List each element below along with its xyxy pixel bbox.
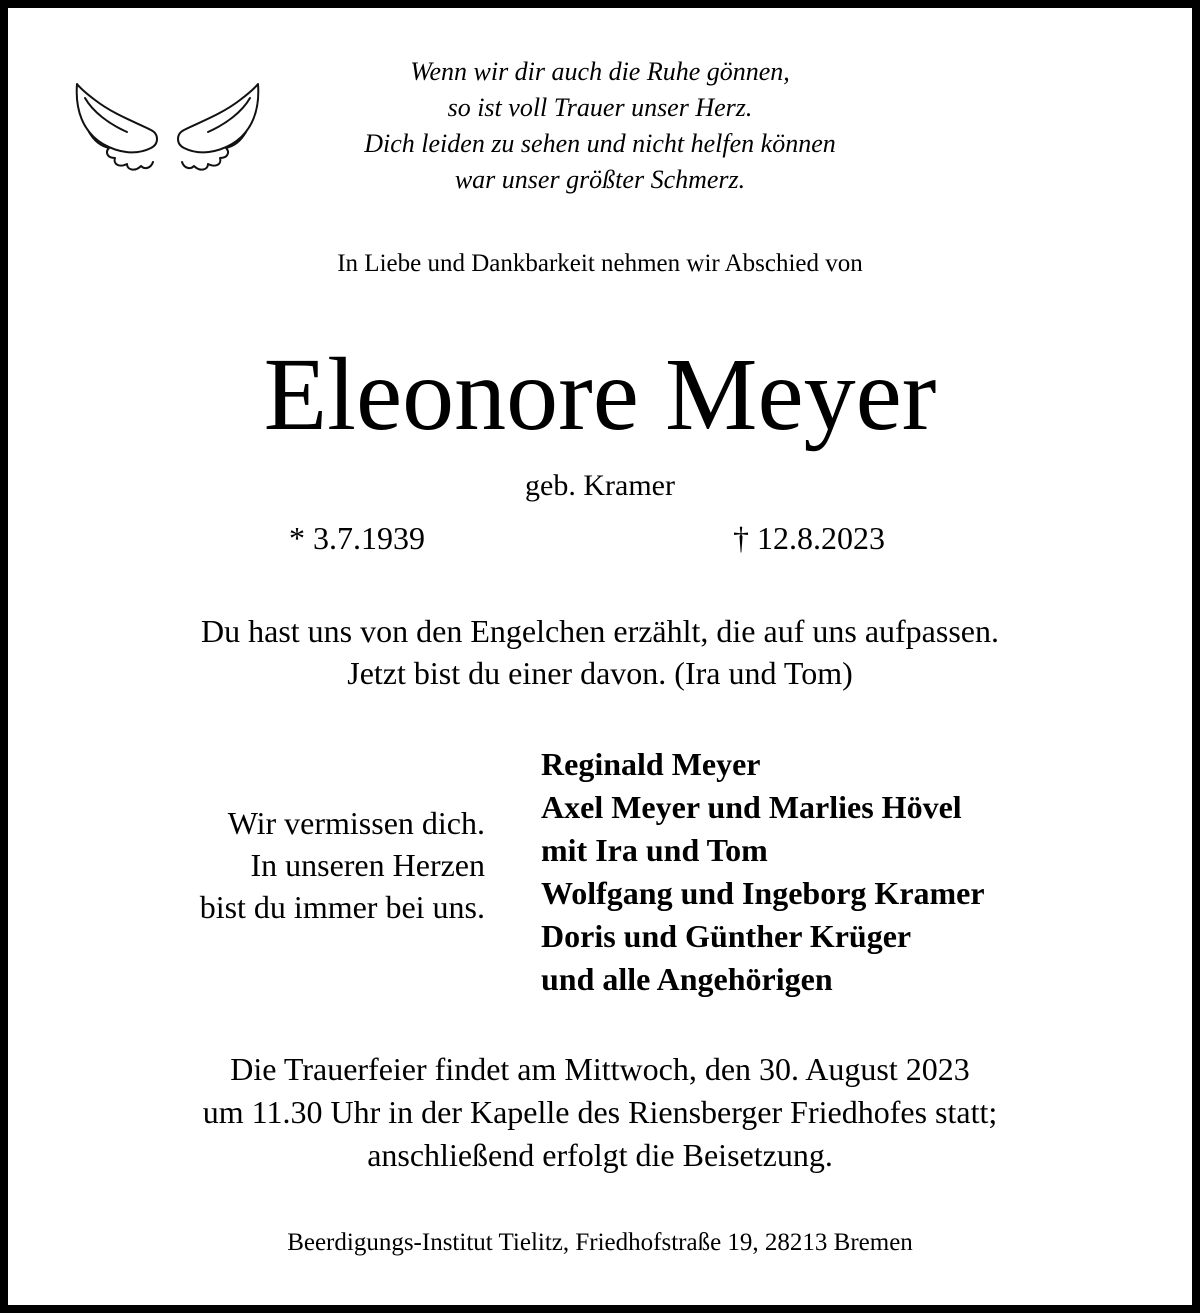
maiden-name: geb. Kramer — [525, 469, 675, 502]
poem-line: war unser größter Schmerz. — [454, 165, 746, 194]
poem-line: Dich leiden zu sehen und nicht helfen können — [364, 129, 836, 158]
mourners-list — [541, 743, 985, 1001]
birth-date: * 3.7.1939 — [289, 520, 425, 556]
mourner-line: und alle Angehörigen — [541, 961, 833, 997]
poem-line: so ist voll Trauer unser Herz. — [447, 93, 753, 122]
remembrance-line: In unseren Herzen — [250, 847, 485, 883]
mourner-line: Doris und Günther Krüger — [541, 918, 912, 954]
service-line: anschließend erfolgt die Beisetzung. — [367, 1137, 833, 1173]
funeral-home-footer: Beerdigungs-Institut Tielitz, Friedhofstraße 19, 28213 Bremen — [287, 1229, 913, 1256]
quote-line: Du hast uns von den Engelchen erzählt, die auf uns aufpassen. — [201, 613, 999, 649]
deceased-name: Eleonore Meyer — [263, 337, 937, 452]
mourner-line: Axel Meyer und Marlies Hövel — [541, 789, 962, 825]
death-date: † 12.8.2023 — [733, 520, 885, 556]
funeral-service-info — [0, 1048, 1200, 1177]
remembrance-line: Wir vermissen dich. — [227, 805, 485, 841]
service-line: um 11.30 Uhr in der Kapelle des Riensberger Friedhofes statt; — [202, 1094, 998, 1130]
intro-text: In Liebe und Dankbarkeit nehmen wir Abschied von — [337, 250, 863, 277]
poem — [300, 54, 900, 198]
quote-line: Jetzt bist du einer davon. (Ira und Tom) — [347, 655, 853, 691]
grandchildren-quote — [0, 610, 1200, 694]
remembrance-line: bist du immer bei uns. — [199, 889, 485, 925]
service-line: Die Trauerfeier findet am Mittwoch, den 30. August 2023 — [230, 1051, 970, 1087]
mourner-line: mit Ira und Tom — [541, 832, 768, 868]
remembrance-text — [100, 802, 485, 928]
mourner-line: Wolfgang und Ingeborg Kramer — [541, 875, 985, 911]
poem-line: Wenn wir dir auch die Ruhe gönnen, — [410, 57, 790, 86]
angel-wings-icon — [55, 52, 280, 202]
mourner-line: Reginald Meyer — [541, 746, 761, 782]
